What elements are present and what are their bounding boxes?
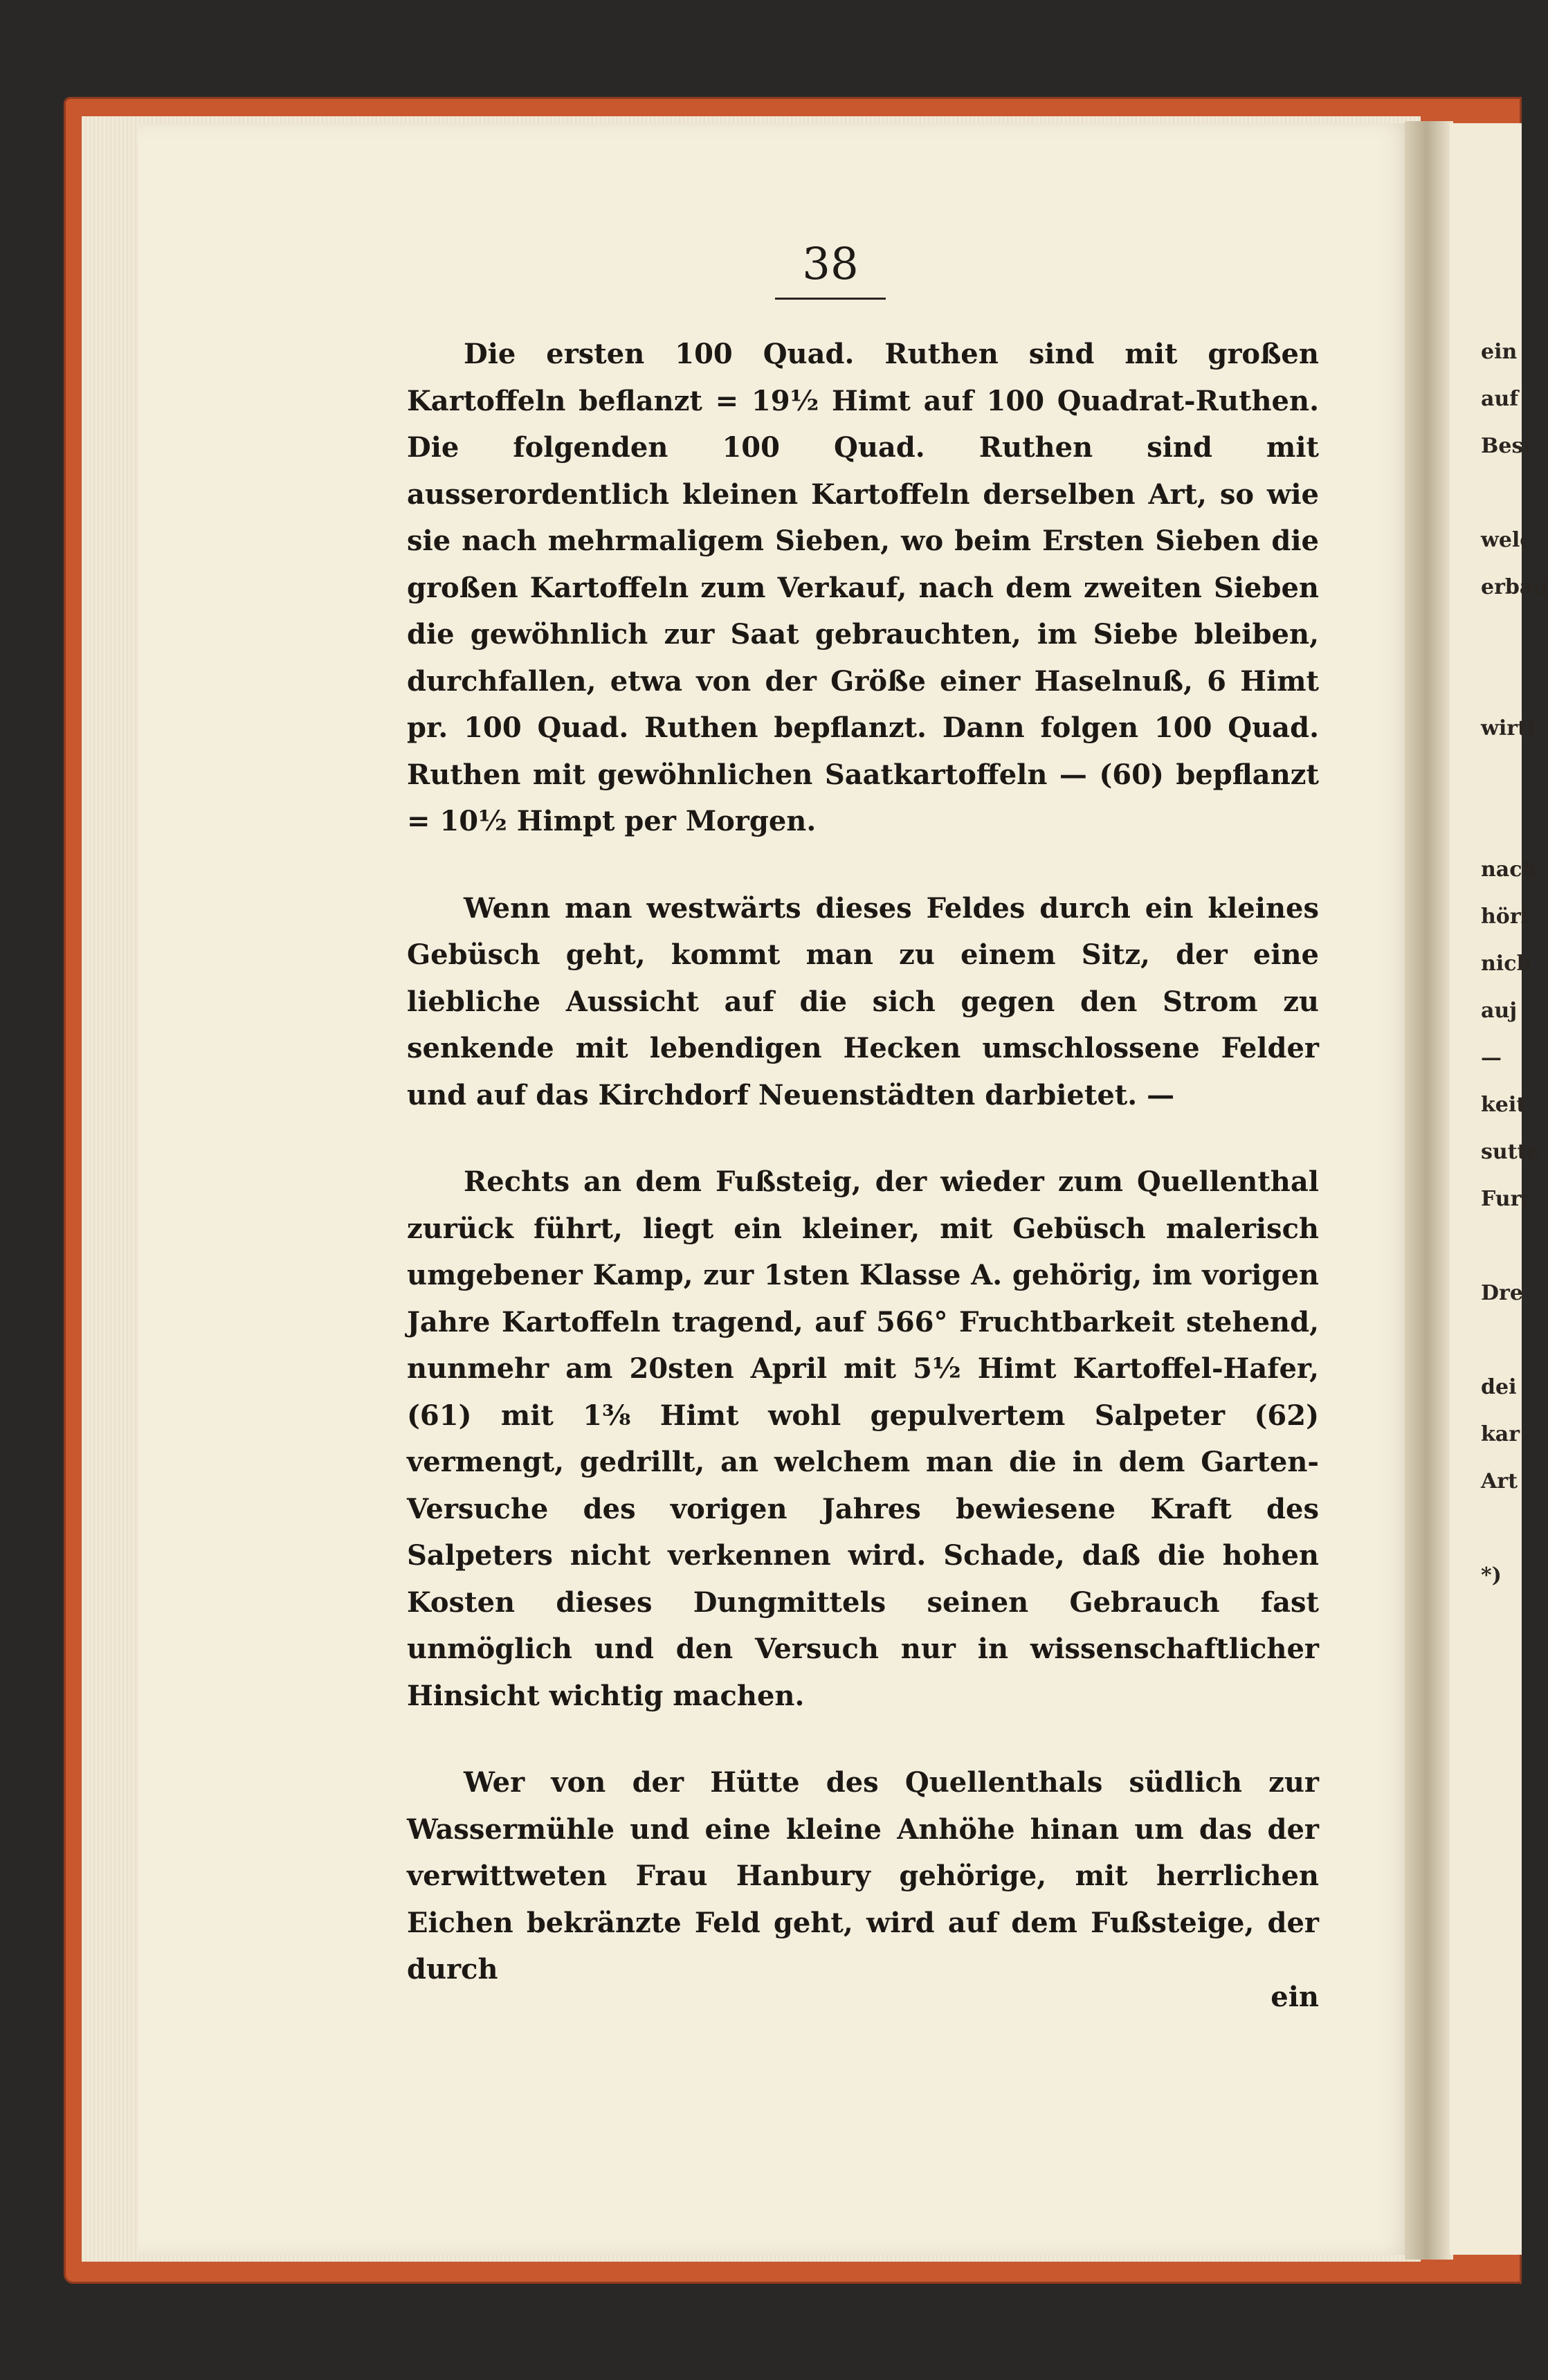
- facing-page-line: [1481, 1223, 1522, 1270]
- facing-page-line: nach: [1481, 857, 1538, 882]
- page-text: [407, 331, 1319, 1993]
- facing-page-line: Art: [1481, 1469, 1518, 1493]
- facing-page-line: Furc: [1481, 1187, 1534, 1211]
- facing-page-line: auf: [1481, 387, 1519, 411]
- facing-page-line: —: [1481, 1046, 1502, 1070]
- facing-page-line: welc: [1481, 528, 1533, 552]
- facing-page-line: nich: [1481, 952, 1532, 976]
- paragraph-3: Rechts an dem Fußsteig, der wieder zum Quellenthal zurück führt, liegt ein kleiner, mit Gebüsch malerisch umgebener Kamp, zur 1sten Klasse A. gehörig, im vorigen Jahre Kartoffeln tragend, auf 566° Fruchtbarkeit stehend, nunmehr am 20sten April mit 5½ Himt Kartoffel-Hafer, (61) mit 1⅜ Himt wohl gepulvertem Salpeter (62) vermengt, gedrillt, an welchem man die in dem Garten-Versuche des vorigen Jahres bewiesene Kraft des Salpeters nicht verkennen wird. Schade, daß die hohen Kosten dieses Dungmittels seinen Gebrauch fast unmöglich und den Versuch nur in wissenschaftlicher Hinsicht wichtig machen.: [407, 1165, 1319, 1712]
- facing-page-line: [1481, 752, 1522, 799]
- facing-page-line: Besi: [1481, 434, 1531, 458]
- facing-page-line: *): [1481, 1563, 1502, 1588]
- paragraph-4: Wer von der Hütte des Quellenthals südlich zur Wassermühle und eine kleine Anhöhe hinan um das der verwittweten Frau Hanbury gehörige, mit herrlichen Eichen bekränzte Feld geht, wird auf dem Fußsteige, der durch: [407, 1766, 1319, 1986]
- facing-page-line: [1481, 1317, 1522, 1364]
- paragraph-2: Wenn man westwärts dieses Feldes durch ein kleines Gebüsch geht, kommt man zu einem Sitz, der eine liebliche Aussicht auf die sich gegen den Strom zu senkende mit lebendigen Hecken umschlossene Felder und auf das Kirchdorf Neuenstädten darbietet. —: [407, 891, 1319, 1111]
- page-number: 38: [802, 239, 859, 290]
- facing-page-line: keit: [1481, 1093, 1527, 1117]
- facing-page-line: wirtl: [1481, 716, 1536, 741]
- book-gutter: [1405, 121, 1453, 2260]
- facing-page-line: [1481, 799, 1522, 846]
- facing-page-line: [1481, 611, 1522, 658]
- facing-page-line: ein: [1481, 340, 1518, 364]
- facing-page-line: dei: [1481, 1375, 1517, 1399]
- facing-page-line: auj: [1481, 999, 1518, 1023]
- paragraph-1: Die ersten 100 Quad. Ruthen sind mit großen Kartoffeln beflanzt = 19½ Himt auf 100 Quadrat-Ruthen. Die folgenden 100 Quad. Ruthen sind mit ausserordentlich kleinen Kartoffeln derselben Art, so wie sie nach mehrmaligem Sieben, wo beim Ersten Sieben die großen Kartoffeln zum Verkauf, nach dem zweiten Sieben die gewöhnlich zur Saat gebrauchten, im Siebe bleiben, durchfallen, etwa von der Größe einer Haselnuß, 6 Himt pr. 100 Quad. Ruthen bepflanzt. Dann folgen 100 Quad. Ruthen mit gewöhnlichen Saatkartoffeln — (60) bepflanzt = 10½ Himpt per Morgen.: [407, 338, 1319, 837]
- facing-page-line: Dre: [1481, 1281, 1523, 1305]
- facing-page-line: erbau: [1481, 575, 1548, 599]
- page-number-rule: [775, 298, 886, 300]
- facing-page-line: [1481, 1505, 1522, 1552]
- facing-page-line: sutte: [1481, 1140, 1540, 1164]
- catchword: ein: [1271, 1981, 1319, 2013]
- facing-page-text: [1481, 329, 1548, 1599]
- facing-page-line: [1481, 470, 1522, 517]
- facing-page-line: kar: [1481, 1422, 1520, 1446]
- facing-page-line: höri: [1481, 905, 1529, 929]
- facing-page-line: [1481, 658, 1522, 705]
